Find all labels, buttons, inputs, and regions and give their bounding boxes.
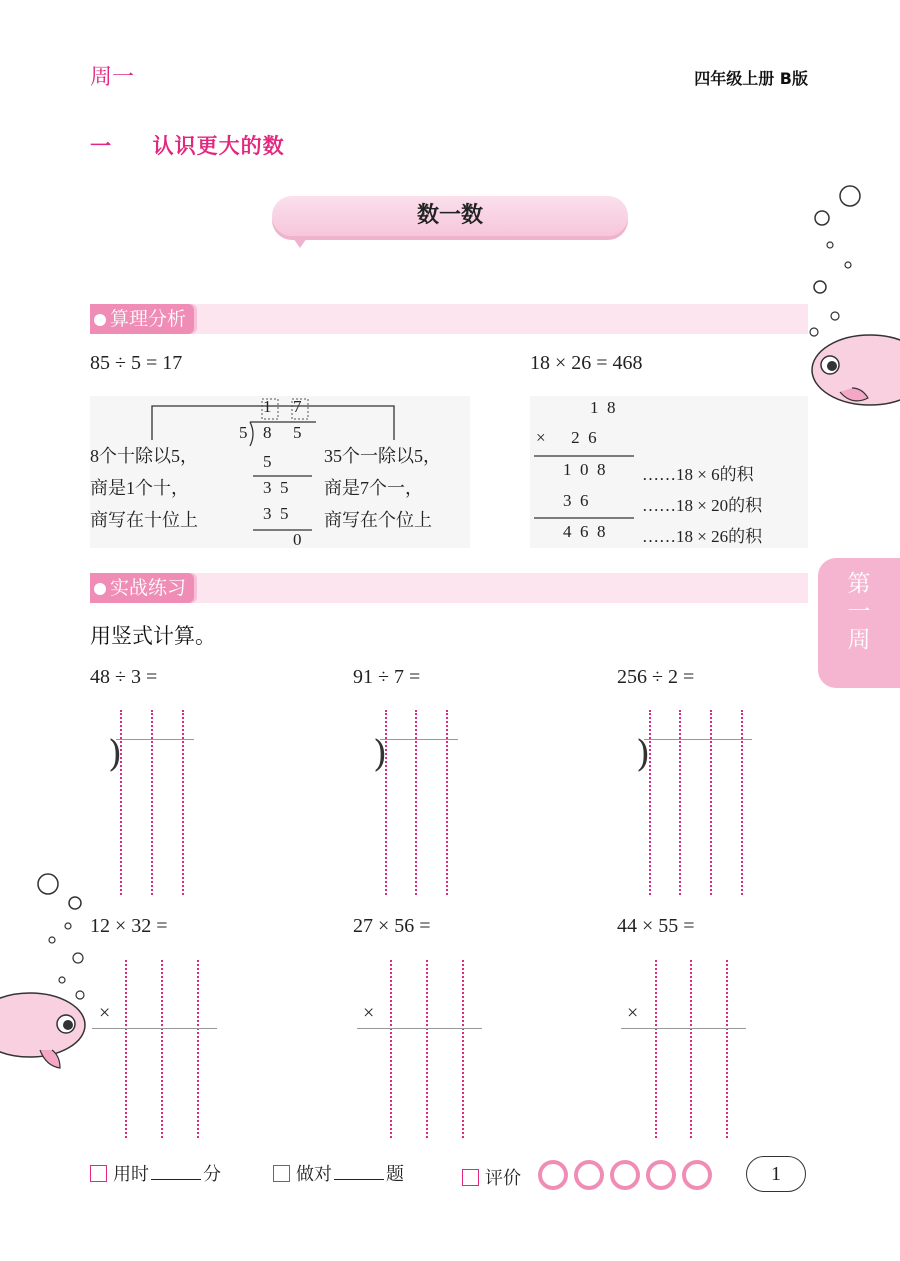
practice-band bbox=[90, 573, 808, 603]
problem-5: 27 × 56 = bbox=[353, 915, 431, 937]
work-guide-line bbox=[726, 960, 728, 1138]
problem-4: 12 × 32 = bbox=[90, 915, 168, 937]
mult-row-4: 3 6 bbox=[563, 491, 589, 510]
dividend-tens: 8 bbox=[263, 423, 272, 442]
quotient-tens: 1 bbox=[263, 397, 272, 416]
work-guide-line bbox=[462, 960, 464, 1138]
mult-note-3: ……18 × 26的积 bbox=[642, 527, 763, 546]
example1-equation: 85 ÷ 5 = 17 bbox=[90, 352, 183, 374]
analysis-tag: 算理分析 bbox=[90, 304, 194, 334]
page-number: 1 bbox=[746, 1156, 806, 1192]
step-3: 3 5 bbox=[263, 504, 289, 523]
dividend-ones: 5 bbox=[293, 423, 302, 442]
times-sign: × bbox=[99, 1002, 111, 1024]
unit-number: 一 bbox=[90, 134, 112, 158]
division-bracket: ) bbox=[108, 734, 123, 775]
mult-note-1: ……18 × 6的积 bbox=[642, 465, 754, 484]
work-guide-line bbox=[446, 710, 448, 895]
fish-bottom-left-icon bbox=[0, 870, 100, 1080]
unit-heading bbox=[90, 130, 285, 160]
problem-6: 44 × 55 = bbox=[617, 915, 695, 937]
time-used: 用时 分 bbox=[90, 1160, 221, 1186]
times-sign: × bbox=[363, 1002, 375, 1024]
division-bracket: ) bbox=[373, 734, 388, 775]
division-bar bbox=[644, 739, 752, 740]
work-guide-line bbox=[151, 710, 153, 895]
step-1: 5 bbox=[263, 452, 272, 471]
step-4: 0 bbox=[293, 530, 302, 549]
correct-count: 做对 题 bbox=[273, 1160, 404, 1186]
times-sign: × bbox=[627, 1002, 639, 1024]
rating: 评价 bbox=[462, 1160, 718, 1190]
problem-2: 91 ÷ 7 = bbox=[353, 666, 421, 688]
left-note: 8个十除以5， 商是1个十， 商写在十位上 bbox=[90, 446, 198, 530]
divisor: 5 bbox=[239, 423, 248, 442]
work-guide-line bbox=[415, 710, 417, 895]
multiplication-bar bbox=[357, 1028, 482, 1029]
mult-row-2: × 2 6 bbox=[536, 428, 597, 447]
time-blank[interactable] bbox=[151, 1179, 201, 1180]
medal-icon[interactable] bbox=[574, 1160, 604, 1190]
work-guide-line bbox=[197, 960, 199, 1138]
day-label: 周一 bbox=[90, 65, 135, 90]
work-guide-line bbox=[655, 960, 657, 1138]
work-guide-line bbox=[426, 960, 428, 1138]
correct-checkbox[interactable] bbox=[273, 1165, 290, 1182]
title-pill-tail bbox=[293, 238, 307, 248]
work-guide-line bbox=[690, 960, 692, 1138]
week-side-tab: 第 一 周 bbox=[818, 558, 900, 688]
work-guide-line bbox=[710, 710, 712, 895]
example2-equation: 18 × 26 = 468 bbox=[530, 352, 643, 374]
correct-blank[interactable] bbox=[334, 1179, 384, 1180]
multiplication-bar bbox=[92, 1028, 217, 1029]
work-guide-line bbox=[741, 710, 743, 895]
unit-title: 认识更大的数 bbox=[152, 134, 285, 158]
fish-top-right-icon bbox=[800, 180, 900, 425]
analysis-band bbox=[90, 304, 808, 334]
multiplication-bar bbox=[621, 1028, 746, 1029]
division-bracket: ) bbox=[636, 734, 651, 775]
division-bar bbox=[380, 739, 458, 740]
right-note: 35个一除以5， 商是7个一， 商写在个位上 bbox=[324, 446, 441, 530]
work-guide-line bbox=[679, 710, 681, 895]
work-guide-line bbox=[390, 960, 392, 1138]
mult-row-5: 4 6 8 bbox=[563, 522, 606, 541]
rating-checkbox[interactable] bbox=[462, 1169, 479, 1186]
medal-icon[interactable] bbox=[682, 1160, 712, 1190]
work-guide-line bbox=[161, 960, 163, 1138]
book-label: 四年级上册 B版 bbox=[694, 69, 808, 88]
mult-note-2: ……18 × 20的积 bbox=[642, 496, 763, 515]
medal-icon[interactable] bbox=[538, 1160, 568, 1190]
medal-icon[interactable] bbox=[610, 1160, 640, 1190]
mult-row-3: 1 0 8 bbox=[563, 460, 606, 479]
mult-row-1: 1 8 bbox=[590, 398, 616, 417]
step-2: 3 5 bbox=[263, 478, 289, 497]
work-guide-line bbox=[182, 710, 184, 895]
instruction: 用竖式计算。 bbox=[90, 624, 216, 648]
problem-3: 256 ÷ 2 = bbox=[617, 666, 695, 688]
medal-icon[interactable] bbox=[646, 1160, 676, 1190]
time-checkbox[interactable] bbox=[90, 1165, 107, 1182]
section-title: 数一数 bbox=[272, 196, 628, 236]
practice-tag: 实战练习 bbox=[90, 573, 194, 603]
work-guide-line bbox=[125, 960, 127, 1138]
problem-1: 48 ÷ 3 = bbox=[90, 666, 158, 688]
division-bar bbox=[116, 739, 194, 740]
quotient-ones: 7 bbox=[293, 397, 302, 416]
